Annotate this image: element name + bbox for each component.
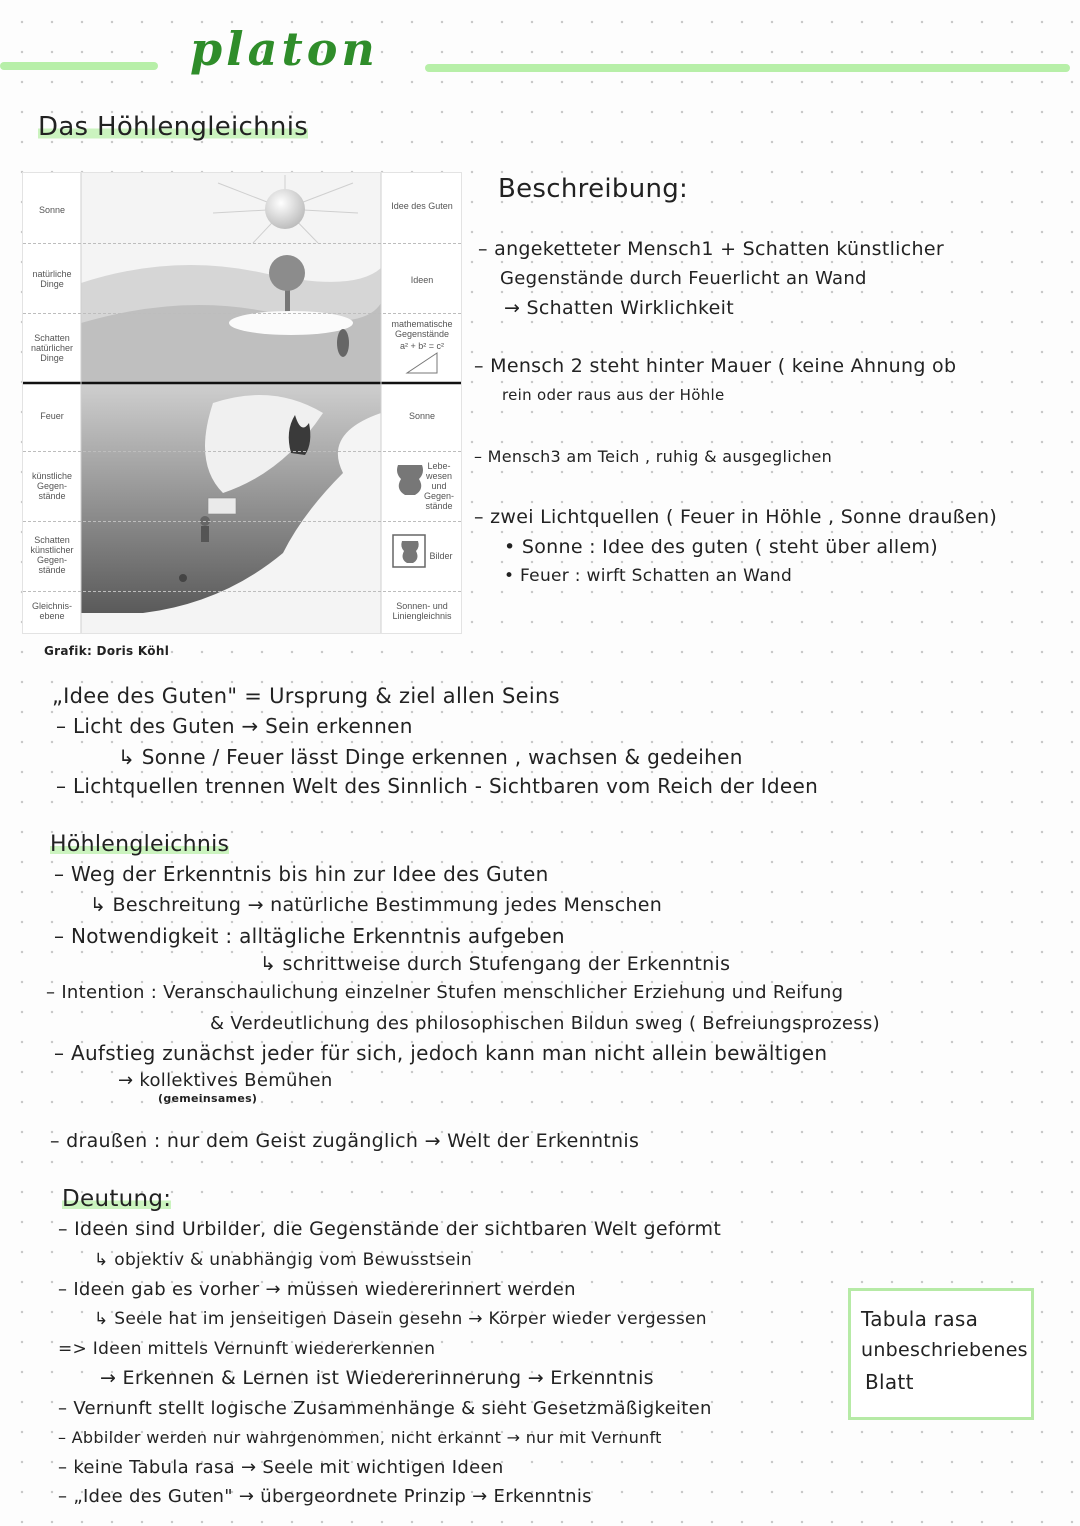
hoehlengleichnis-line-4: ↳ schrittweise durch Stufengang der Erkenntnis [260,953,731,975]
deutung-line-6: → Erkennen & Lernen ist Wiedererinnerung → Erkenntnis [100,1367,654,1389]
beschreibung-line-1: – angeketteter Mensch1 + Schatten künstlicher [478,238,944,260]
deutung-line-8: – Abbilder werden nur wahrgenommen, nicht erkannt → nur mit Vernunft [58,1428,662,1447]
section-heading-hoehlengleichnis: Das Höhlengleichnis [38,112,309,142]
fig-label-kuenstliche-gegenstaende: künstliche Gegen-stände [31,471,73,501]
tabula-box-line-2: unbeschriebenes [861,1339,1028,1361]
hoehlengleichnis-line-1: – Weg der Erkenntnis bis hin zur Idee des Guten [54,862,549,886]
hoehlengleichnis-line-10: – draußen : nur dem Geist zugänglich → Welt der Erkenntnis [50,1130,640,1152]
fig-label-natuerliche-dinge: natürliche Dinge [32,269,72,289]
hoehlengleichnis-line-6: & Verdeutlichung des philosophischen Bildun sweg ( Befreiungsprozess) [210,1013,880,1034]
fig-label-schatten-kuenstlicher: Schatten künstlicher Gegen-stände [30,535,74,575]
idee-line-3: ↳ Sonne / Feuer lässt Dinge erkennen , wachsen & gedeihen [118,745,743,769]
figure-credit: Grafik: Doris Köhl [44,644,170,658]
fig-label-formula: a² + b² = c² [399,341,444,351]
hoehlengleichnis-heading: Höhlengleichnis [50,832,230,857]
deutung-heading: Deutung: [62,1186,172,1212]
beschreibung-line-9: • Feuer : wirft Schatten an Wand [504,566,793,586]
fig-label-gleichnisebene: Gleichnis-ebene [31,601,72,621]
beschreibung-line-3: → Schatten Wirklichkeit [504,297,734,319]
hoehlengleichnis-line-8: → kollektives Bemühen [118,1070,333,1091]
title-rule-left [0,62,158,70]
fig-label-bilder: Bilder [429,551,453,561]
cave-allegory-figure [22,172,462,634]
deutung-line-1: – Ideen sind Urbilder, die Gegenstände der sichtbaren Welt geformt [58,1218,722,1240]
hoehlengleichnis-line-5: – Intention : Veranschaulichung einzelner Stufen menschlicher Erziehung und Reifung [46,982,844,1003]
fig-label-feuer: Feuer [40,411,64,421]
beschreibung-line-6: – Mensch3 am Teich , ruhig & ausgeglichen [474,447,833,466]
hoehlengleichnis-line-3: – Notwendigkeit : alltägliche Erkenntnis aufgeben [54,924,565,948]
fig-label-sonne-right: Sonne [408,411,436,421]
title-rule-right [425,64,1070,72]
fig-label-idee-des-guten: Idee des Guten [391,201,453,211]
fig-label-mathematische-gegenstaende: mathematische Gegenstände [391,319,453,339]
beschreibung-line-4: – Mensch 2 steht hinter Mauer ( keine Ahnung ob [474,355,957,377]
page-title: platon [190,22,379,76]
deutung-line-5: => Ideen mittels Vernunft wiedererkennen [58,1339,436,1359]
deutung-line-7: – Vernunft stellt logische Zusammenhänge & sieht Gesetzmäßigkeiten [58,1398,712,1419]
deutung-line-2: ↳ objektiv & unabhängig vom Bewusstsein [94,1250,472,1270]
deutung-line-10: – „Idee des Guten" → übergeordnete Prinzip → Erkenntnis [58,1486,592,1507]
fig-label-ideen: Ideen [410,275,434,285]
beschreibung-line-2: Gegenstände durch Feuerlicht an Wand [500,268,867,289]
idee-line-2: – Licht des Guten → Sein erkennen [56,714,413,738]
tabula-box-line-3: Blatt [865,1370,914,1394]
hoehlengleichnis-line-2: ↳ Beschreitung → natürliche Bestimmung jedes Menschen [90,894,663,916]
cave-illustration [23,173,461,633]
fig-label-schatten-natuerlicher-dinge: Schatten natürlicher Dinge [30,333,74,363]
deutung-line-4: ↳ Seele hat im jenseitigen Dasein gesehn → Körper wieder vergessen [94,1309,707,1329]
deutung-line-3: – Ideen gab es vorher → müssen wiedererinnert werden [58,1279,576,1300]
hoehlengleichnis-line-7: – Aufstieg zunächst jeder für sich, jedoch kann man nicht allein bewältigen [54,1041,828,1065]
idee-line-4: – Lichtquellen trennen Welt des Sinnlich - Sichtbaren vom Reich der Ideen [56,774,819,798]
hoehlengleichnis-line-9: (gemeinsames) [158,1092,258,1105]
beschreibung-line-5: rein oder raus aus der Höhle [502,386,725,404]
idee-line-1: „Idee des Guten" = Ursprung & ziel allen Seins [52,684,560,708]
beschreibung-line-7: – zwei Lichtquellen ( Feuer in Höhle , Sonne draußen) [474,506,998,528]
deutung-line-9: – keine Tabula rasa → Seele mit wichtigen Ideen [58,1457,504,1478]
fig-label-lebewesen: Lebe-wesen und Gegen-stände [423,461,455,511]
beschreibung-heading: Beschreibung: [498,174,689,204]
tabula-box-line-1: Tabula rasa [861,1307,979,1331]
beschreibung-line-8: • Sonne : Idee des guten ( steht über allem) [504,536,938,558]
fig-label-sonnen-liniengleichnis: Sonnen- und Liniengleichnis [392,601,452,621]
fig-label-sonne: Sonne [38,205,66,215]
tabula-rasa-box [848,1288,1034,1420]
